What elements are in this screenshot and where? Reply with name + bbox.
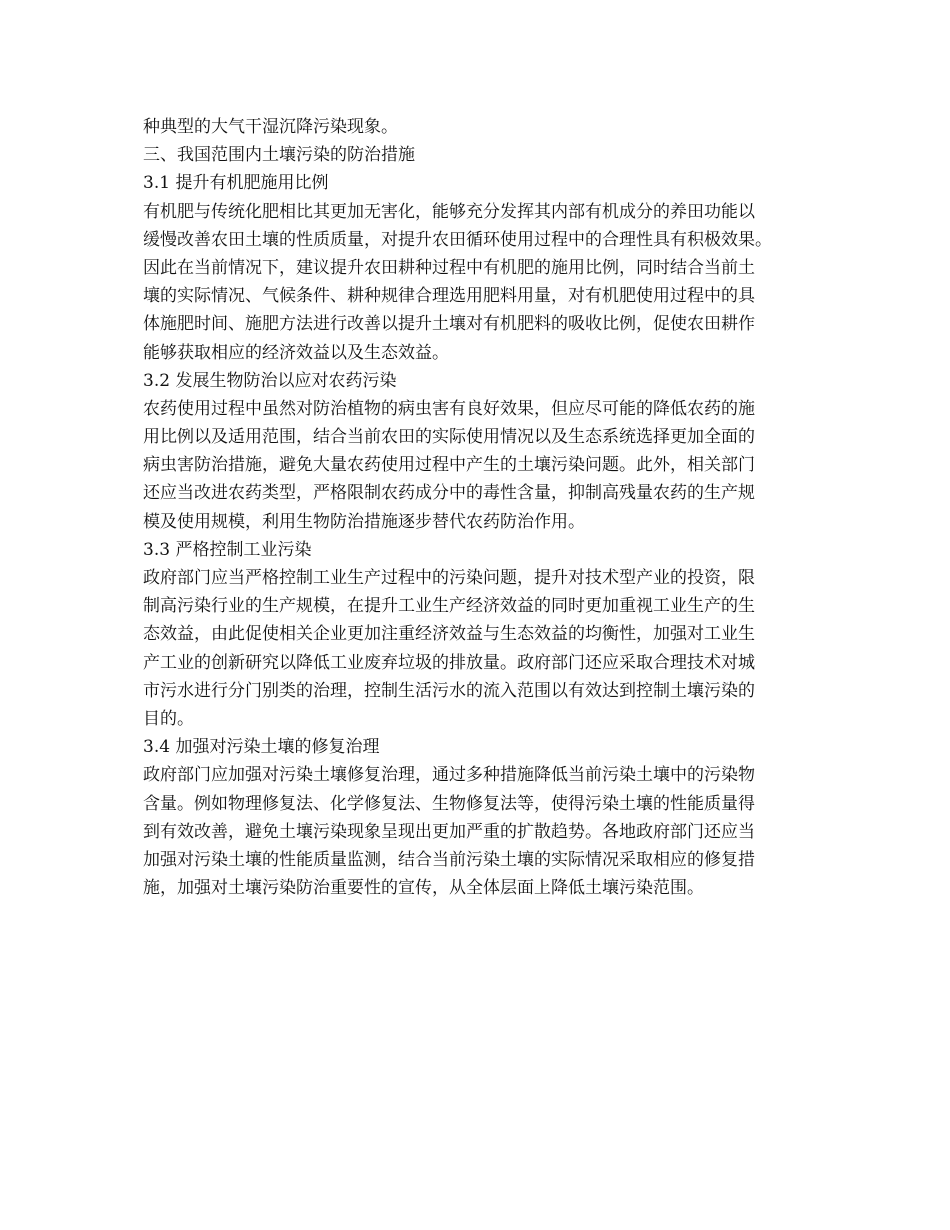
text-line: 含量。例如物理修复法、化学修复法、生物修复法等，使得污染土壤的性能质量得 [143,793,755,814]
text-line: 病虫害防治措施，避免大量农药使用过程中产生的土壤污染问题。此外，相关部门 [143,455,755,476]
text-line: 市污水进行分门别类的治理，控制生活污水的流入范围以有效达到控制土壤污染的 [143,680,755,701]
text-line: 有机肥与传统化肥相比其更加无害化，能够充分发挥其内部有机成分的养田功能以 [143,201,755,222]
text-line: 产工业的创新研究以降低工业废弃垃圾的排放量。政府部门还应采取合理技术对城 [143,652,755,673]
subsection-heading: 3.3 严格控制工业污染 [143,539,312,560]
section-heading: 三、我国范围内土壤污染的防治措施 [143,145,415,166]
text-line: 模及使用规模，利用生物防治措施逐步替代农药防治作用。 [143,511,585,532]
text-line: 政府部门应加强对污染土壤修复治理，通过多种措施降低当前污染土壤中的污染物 [143,765,755,786]
text-line: 目的。 [143,708,194,729]
text-line: 体施肥时间、施肥方法进行改善以提升土壤对有机肥料的吸收比例，促使农田耕作 [143,314,755,335]
text-line: 到有效改善，避免土壤污染现象呈现出更加严重的扩散趋势。各地政府部门还应当 [143,821,755,842]
text-line: 用比例以及适用范围，结合当前农田的实际使用情况以及生态系统选择更加全面的 [143,427,755,448]
subsection-heading: 3.4 加强对污染土壤的修复治理 [143,737,380,758]
document-page [143,113,823,902]
text-line: 还应当改进农药类型，严格限制农药成分中的毒性含量，抑制高残量农药的生产规 [143,483,755,504]
text-line: 种典型的大气干湿沉降污染现象。 [143,117,398,137]
text-line: 态效益，由此促使相关企业更加注重经济效益与生态效益的均衡性，加强对工业生 [143,624,755,645]
text-line: 因此在当前情况下，建议提升农田耕种过程中有机肥的施用比例，同时结合当前土 [143,257,755,278]
subsection-heading: 3.1 提升有机肥施用比例 [143,173,329,194]
text-line: 农药使用过程中虽然对防治植物的病虫害有良好效果，但应尽可能的降低农药的施 [143,398,755,419]
text-line: 加强对污染土壤的性能质量监测，结合当前污染土壤的实际情况采取相应的修复措 [143,849,755,870]
text-line: 能够获取相应的经济效益以及生态效益。 [143,342,449,363]
text-line: 制高污染行业的生产规模，在提升工业生产经济效益的同时更加重视工业生产的生 [143,596,755,617]
text-line: 壤的实际情况、气候条件、耕种规律合理选用肥料用量，对有机肥使用过程中的具 [143,286,755,307]
text-line: 施，加强对土壤污染防治重要性的宣传，从全体层面上降低土壤污染范围。 [143,878,704,899]
text-line: 政府部门应当严格控制工业生产过程中的污染问题，提升对技术型产业的投资，限 [143,568,755,588]
subsection-heading: 3.2 发展生物防治以应对农药污染 [143,370,397,391]
text-line: 缓慢改善农田土壤的性质质量，对提升农田循环使用过程中的合理性具有积极效果。 [143,229,772,250]
